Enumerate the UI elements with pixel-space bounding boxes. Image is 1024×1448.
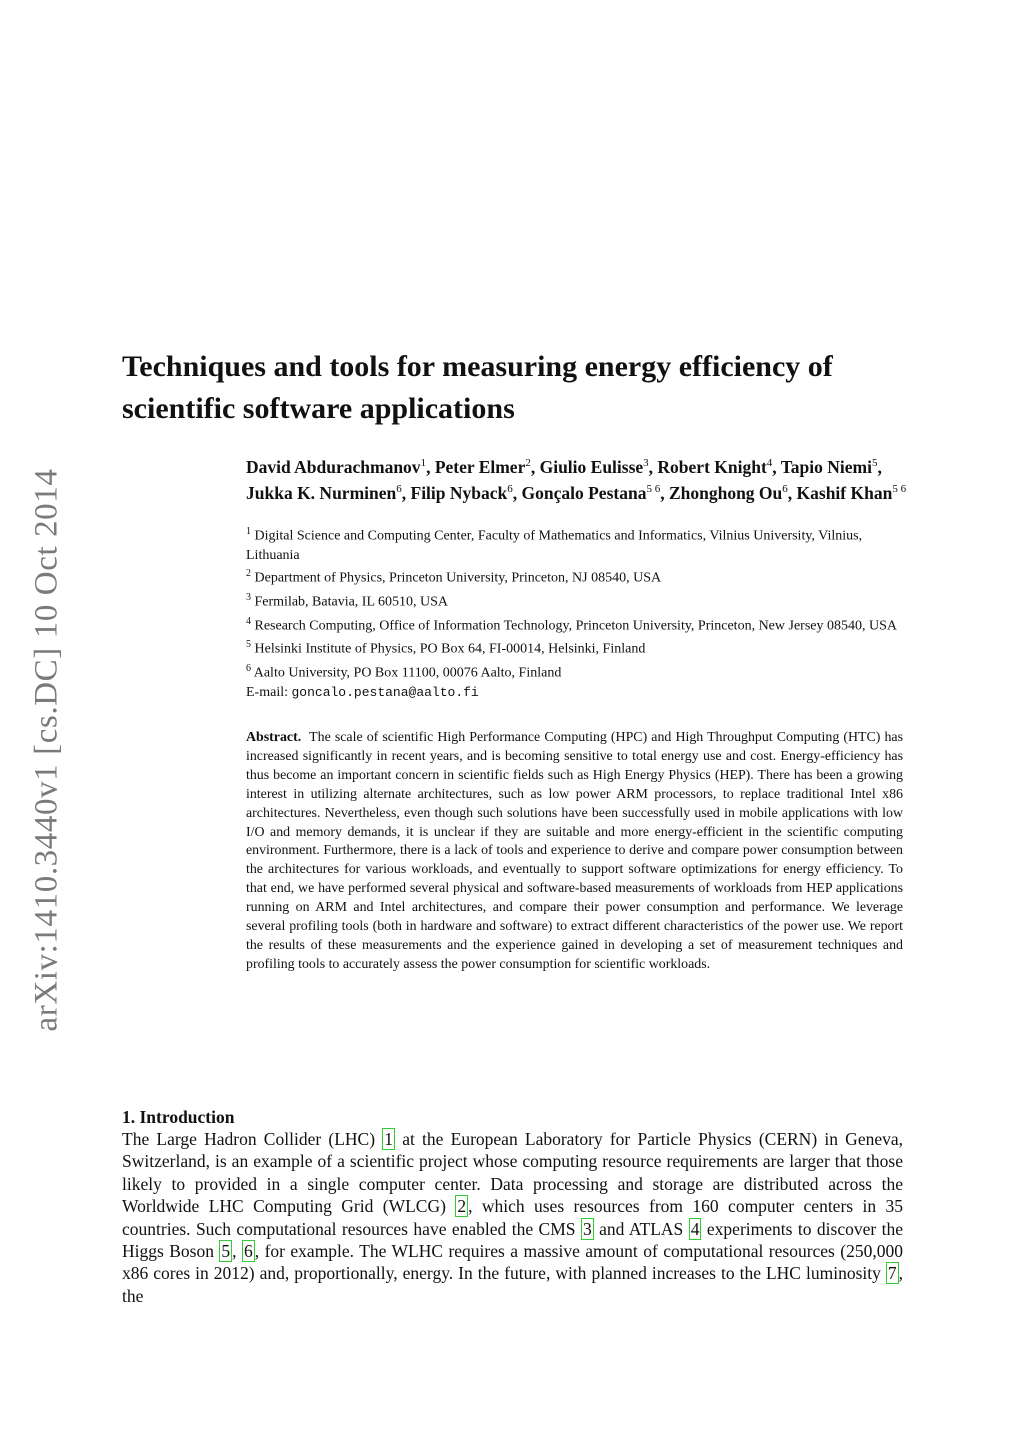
author-separator: , [530,456,540,477]
author-name: Peter Elmer [434,456,526,477]
author-name: Gonçalo Pestana [521,482,647,503]
author-separator: , [660,482,669,503]
author-affiliation-mark: 6 [396,482,402,495]
affiliation-item [246,565,911,589]
affiliation-text: Aalto University, PO Box 11100, 00076 Aalto, Finland [253,665,562,681]
abstract-label: Abstract. [246,730,302,745]
intro-text-segment: , which uses resources from 160 computer centers in 35 countries. Such computational resources have enabled the CMS [122,1196,903,1239]
citation-link[interactable]: 3 [582,1218,592,1239]
intro-text-segment: The Large Hadron Collider (LHC) [122,1129,383,1149]
author-name: Robert Knight [657,456,767,477]
author-affiliation-mark: 3 [643,457,649,469]
affiliation-number: 5 [246,639,251,651]
affiliation-text: Department of Physics, Princeton University, Princeton, NJ 08540, USA [254,571,662,587]
arxiv-identifier-stamp: arXiv:1410.3440v1 [cs.DC] 10 Oct 2014 [28,468,65,1032]
author-affiliation-mark: 1 [420,457,427,469]
affiliation-text: Fermilab, Batavia, IL 60510, USA [254,594,449,610]
citation-link[interactable]: 5 [221,1241,231,1262]
author-name: David Abdurachmanov [246,456,421,477]
intro-text-segment: , the [122,1263,903,1306]
affiliation-number: 1 [246,526,251,537]
author-name: Zhonghong Ou [668,482,783,503]
paper-title: Techniques and tools for measuring energy efficiency of scientific software applications [122,350,833,425]
citation-link[interactable]: 4 [690,1218,700,1239]
affiliation-item [246,660,911,684]
citation-link[interactable]: 2 [457,1196,467,1217]
affiliation-item [246,523,911,565]
author-separator: , [877,456,882,477]
author-separator: , [512,482,522,503]
author-affiliation-mark: 5 6 [646,482,661,495]
author-name: Kashif Khan [796,482,893,503]
author-name: Tapio Niemi [780,456,872,477]
intro-text-segment: experiments to discover the Higgs Boson [122,1218,903,1262]
intro-text-segment: , for example. The WLHC requires a massive amount of computational resources (250,000 x86 cores in 2012) and, proportionally, energy. In the future, with planned increases to the LHC luminosity [122,1241,904,1284]
citation-link[interactable]: 6 [244,1241,253,1262]
author-name: Giulio Eulisse [539,456,644,477]
author-affiliation-mark: 5 6 [892,482,907,495]
affiliation-list [246,523,911,683]
email-address[interactable]: goncalo.pestana@aalto.fi [291,685,479,700]
author-name: Filip Nyback [410,482,508,503]
affiliation-number: 6 [246,662,251,674]
intro-text-segment: at the European Laboratory for Particle Physics (CERN) in Geneva, Switzerland, is an example of a scientific project whose computing resource requirements are larger that those likely to provided in a single computer center. Data processing and storage are distributed across the Worldwide LHC Computing Grid (WLCG) [122,1129,903,1217]
author-separator: , [787,482,797,503]
affiliation-number: 4 [246,615,251,627]
intro-text-segment: and ATLAS [593,1218,689,1239]
author-separator: , [772,456,781,477]
author-separator: , [648,456,658,477]
affiliation-item [246,613,911,637]
author-affiliation-mark: 4 [766,457,773,469]
abstract [246,729,903,975]
author-name: Jukka K. Nurminen [246,482,397,503]
author-affiliation-mark: 6 [507,482,513,495]
section-heading-introduction: 1. Introduction [122,1107,235,1127]
author-separator: , [401,482,411,503]
affiliation-item [246,589,911,613]
email-line [246,683,479,702]
affiliation-number: 3 [246,592,251,604]
affiliation-text: Digital Science and Computing Center, Faculty of Mathematics and Informatics, Vilnius University, Vilnius, Lithuania [246,528,863,563]
citation-link[interactable]: 1 [384,1129,393,1149]
affiliation-item [246,636,911,660]
author-affiliation-mark: 2 [525,457,531,469]
intro-text-segment: , [232,1241,242,1262]
author-affiliation-mark: 6 [782,482,788,495]
author-list [246,452,911,504]
author-separator: , [426,456,435,477]
author-affiliation-mark: 5 [871,457,878,469]
email-label: E-mail: [246,685,288,700]
citation-link[interactable]: 7 [887,1263,897,1284]
introduction-paragraph [122,1128,903,1307]
affiliation-text: Research Computing, Office of Information Technology, Princeton University, Princeton, New Jersey 08540, USA [254,618,898,634]
affiliation-text: Helsinki Institute of Physics, PO Box 64, FI-00014, Helsinki, Finland [254,641,646,657]
abstract-text: The scale of scientific High Performance Computing (HPC) and High Throughput Computing (HTC) has increased significantly in recent years, and is becoming sensitive to total energy use and cost. Energy-efficiency has thus become an important concern in scientific fields such as High Energy Physics (HEP). There has been a growing interest in utilizing alternate architectures, such as low power ARM processors, to replace traditional Intel x86 architectures. Nevertheless, even though such solutions have been successfully used in mobile applications with low I/O and memory demands, it is unclear if they are suitable and more energy-efficient in the scientific computing environment. Furthermore, there is a lack of tools and experience to derive and compare power consumption between the architectures for various workloads, and eventually to support software optimizations for energy efficiency. To that end, we have performed several physical and software-based measurements of workloads from HEP applications running on ARM and Intel architectures, and compare their power consumption and performance. We leverage several profiling tools (both in hardware and software) to extract different characteristics of the power use. We report the results of these measurements and the experience gained in developing a set of measurement techniques and profiling tools to accurately assess the power consumption for scientific workloads. [246,730,903,972]
affiliation-number: 2 [246,568,251,580]
